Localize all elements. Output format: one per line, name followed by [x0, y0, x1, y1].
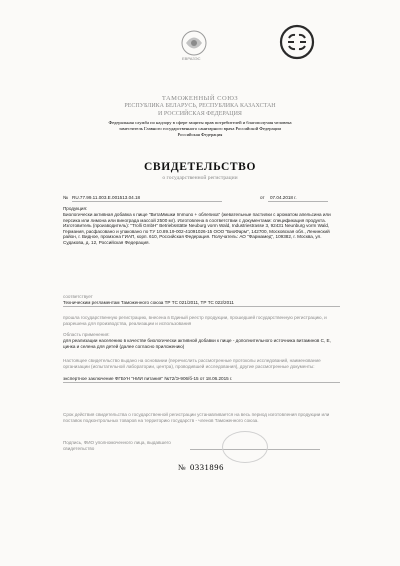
- validity-text: Срок действия свидетельства о государственной регистрации устанавливается на весь период изготовления продукции или поставок подконтрольных товаров на территорию государств - членов Таможенного союза.: [63, 412, 330, 423]
- union-line-3: И РОССИЙСКАЯ ФЕДЕРАЦИЯ: [158, 111, 242, 117]
- certificate-number: RU.77.99.11.003.Е.001513.04.18: [72, 195, 141, 200]
- seal-stamp: [222, 431, 268, 463]
- conformity-mark-icon: [279, 24, 315, 60]
- product-text: Биологически активная добавка к пище "ВитаМишки Immuno + облепиха" (жевательные пастилки с ароматом апельсина или персика или лимона или винограда массой 2500 мг). Изготовлена в соответствии с документами: спецификация продукта. Изготовитель (производитель): "Trolli GmbH" Betriebsstätte Neuburg vorm Wald, Industriestrasse 3, 92431 Neunburg vorm Wald, Германия, расфасовано и упаковано по ТУ 10.89.19-002-41091026-15 ООО "БиоФарм", 142700, Московская обл., Ленинский район, г. Видное, промзона ГИАП, корп. 610, Российская Федерация. Получатель: АО "Фармамед", 109382, г. Москва, ул. Судакова, д. 12, Российская Федерация.: [63, 212, 331, 245]
- date-underline: [268, 201, 328, 202]
- form-number-label: №: [178, 463, 186, 472]
- certificate-title: СВИДЕТЕЛЬСТВО: [144, 161, 256, 173]
- scope-label: Область применения:: [63, 332, 110, 337]
- number-label: №: [63, 195, 68, 200]
- logo-caption: ЕВРАЗЭС: [182, 56, 201, 61]
- service-line-3: Российская Федерация: [177, 132, 223, 137]
- union-line-2: РЕСПУБЛИКА БЕЛАРУСЬ, РЕСПУБЛИКА КАЗАХСТАН: [124, 103, 276, 109]
- registration-text: прошла государственную регистрацию, внесена в Единый реестр продукции, прошедшей государственную регистрацию, и разрешена для производства, реализации и использования: [63, 315, 327, 326]
- compliance-label: соответствует: [63, 294, 93, 299]
- product-label: Продукция:: [63, 206, 88, 211]
- form-number: 0331896: [190, 462, 224, 472]
- certificate-date: 07.04.2018 г.: [270, 195, 297, 200]
- service-line-2: заместитель Главного государственного санитарного врача Российской Федерации: [119, 126, 281, 131]
- date-label: от: [260, 195, 265, 200]
- expert-conclusion: экспертное заключение ФГБУН "НИИ питания" №72/Э-906/б-15 от 18.06.2015 г.: [63, 376, 233, 381]
- conclusion-underline: [63, 382, 340, 383]
- compliance-underline: [63, 306, 340, 307]
- service-line-1: Федеральная служба по надзору в сфере защиты прав потребителей и благополучия человека: [108, 120, 292, 125]
- union-line-1: ТАМОЖЕННЫЙ СОЮЗ: [161, 95, 239, 102]
- certificate-subtitle: о государственной регистрации: [162, 175, 238, 181]
- number-underline: [72, 201, 222, 202]
- compliance-text: Техническим регламентам Таможенного союза ТР ТС 021/2011, ТР ТС 022/2011: [63, 300, 234, 305]
- signature-caption: Подпись, ФИО уполномоченного лица, выдавшего свидетельство: [63, 440, 171, 451]
- documents-text: Настоящее свидетельство выдано на основании (перечислить рассмотренные протоколы исследований, наименование организации (испытательной лаборатории, центра), проводившей исследования), другие рассмотренные документы:: [63, 358, 321, 369]
- scope-text: для реализации населению в качестве биологически активной добавки к пище - дополнительного источника витаминов С, Е, цинка и селена для детей (далее согласно приложению): [63, 338, 331, 349]
